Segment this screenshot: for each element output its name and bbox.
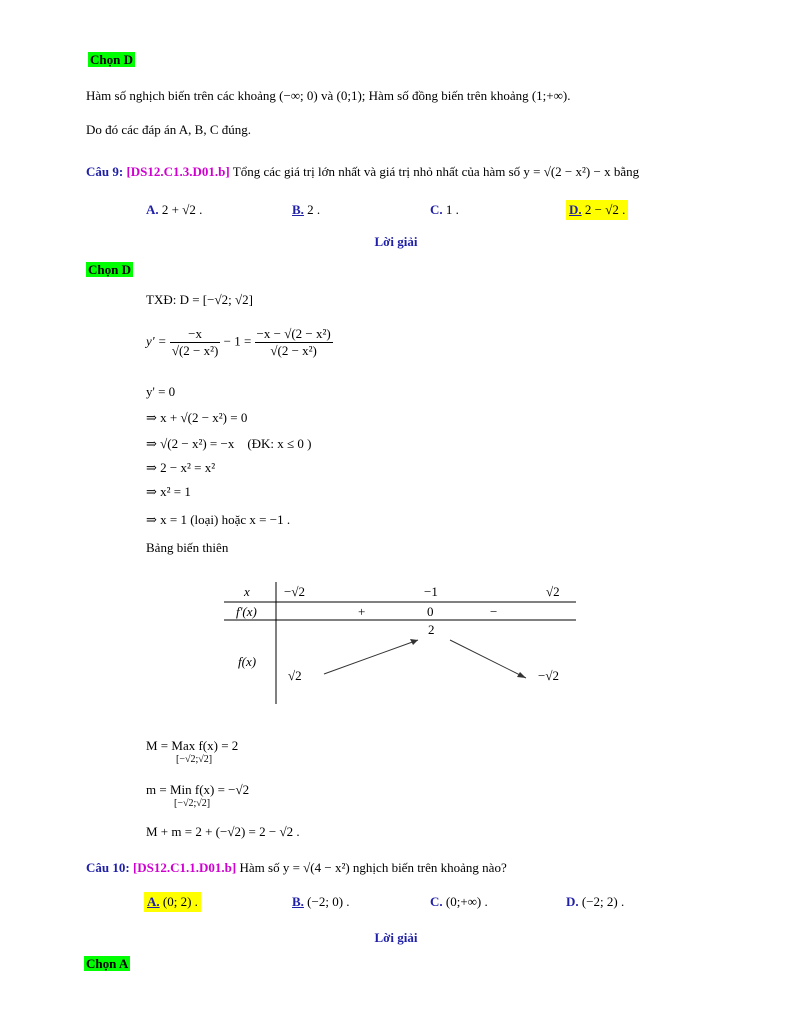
table-f-val-1: √2 <box>288 668 302 683</box>
min-interval: [−√2;√2] <box>174 798 211 809</box>
table-x-val-3: √2 <box>546 584 560 599</box>
table-f-val-2: 2 <box>428 622 435 637</box>
domain-line: TXĐ: D = [−√2; √2] <box>146 292 253 307</box>
sum-line: M + m = 2 + (−√2) = 2 − √2 . <box>146 824 300 839</box>
fraction-2: $\frac{\text{−x − √(2 − x²)}}{\text{√(2 − x²)}}$ <box>256 326 331 358</box>
arrow-down <box>450 640 526 678</box>
q10-solution-heading: Lời giải <box>374 930 418 945</box>
arrow-down-head <box>517 672 526 678</box>
question-label: Câu 9: <box>86 164 124 179</box>
step-5: ⇒ x² = 1 <box>146 484 191 499</box>
min-line: m = Min f(x) = −√2 <box>146 782 250 797</box>
q10-option-a-correct: A. (0; 2) . <box>144 892 201 912</box>
max-line: M = Max f(x) = 2 <box>146 738 239 753</box>
table-x-val-1: −√2 <box>284 584 305 599</box>
question-10 <box>86 860 507 876</box>
q10-answer-choice: Chọn A <box>86 956 129 971</box>
step-2: ⇒ x + √(2 − x²) = 0 <box>146 410 248 425</box>
paragraph-monotonic: Hàm số nghịch biến trên các khoảng (−∞; 0) và (0;1); Hàm số đồng biến trên khoảng (1;+∞). <box>86 88 571 103</box>
q10-option-b: B. (−2; 0) . <box>292 894 350 909</box>
question-code: [DS12.C1.3.D01.b] <box>126 164 230 179</box>
table-sign-minus: − <box>490 604 498 619</box>
option-d-correct: D. 2 − √2 . <box>566 200 628 220</box>
question-code: [DS12.C1.1.D01.b] <box>132 860 237 875</box>
max-interval: [−√2;√2] <box>176 754 213 765</box>
step-3: ⇒ √(2 − x²) = −x (ĐK: x ≤ 0 ) <box>146 436 312 451</box>
question-text: Hàm số y = √(4 − x²) nghịch biến trên khoảng nào? <box>239 860 507 875</box>
option-b: B. 2 . <box>292 202 321 217</box>
paragraph-conclusion: Do đó các đáp án A, B, C đúng. <box>86 122 252 137</box>
option-a: A. 2 + √2 . <box>146 202 203 217</box>
question-label: Câu 10: <box>86 860 130 875</box>
table-sign-zero: 0 <box>427 604 434 619</box>
q10-option-d: D. (−2; 2) . <box>566 894 625 909</box>
step-1: y' = 0 <box>146 384 176 399</box>
step-4: ⇒ 2 − x² = x² <box>146 460 216 475</box>
question-9 <box>86 164 639 180</box>
variation-table-title: Bảng biến thiên <box>146 540 229 555</box>
table-x-label: x <box>244 584 250 599</box>
variation-table <box>220 578 580 708</box>
step-6: ⇒ x = 1 (loại) hoặc x = −1 . <box>146 512 291 527</box>
option-c: C. 1 . <box>430 202 459 217</box>
q10-option-c: C. (0;+∞) . <box>430 894 488 909</box>
solution-heading: Lời giải <box>374 234 418 249</box>
table-sign-plus: + <box>358 604 366 619</box>
answer-choice-previous: Chọn D <box>90 52 133 67</box>
answer-choice: Chọn D <box>88 262 131 277</box>
table-f-val-3: −√2 <box>538 668 559 683</box>
table-f-label: f(x) <box>238 654 257 669</box>
fraction-1: $\frac{-x}{\text{√(2 − x²)}}$ <box>171 326 219 358</box>
question-text: Tổng các giá trị lớn nhất và giá trị nhỏ nhất của hàm số y = √(2 − x²) − x bằng <box>232 164 640 179</box>
arrow-up <box>324 640 418 674</box>
table-x-val-2: −1 <box>424 584 438 599</box>
derivative-formula: y' = $\frac{-x}{\text{√(2 − x²)}}$ − 1 = $\frac{\text{−x − √(2 − x²)}}{\text{√(2 − x²)}}$ <box>146 326 331 358</box>
table-fprime-label: f'(x) <box>236 604 257 619</box>
